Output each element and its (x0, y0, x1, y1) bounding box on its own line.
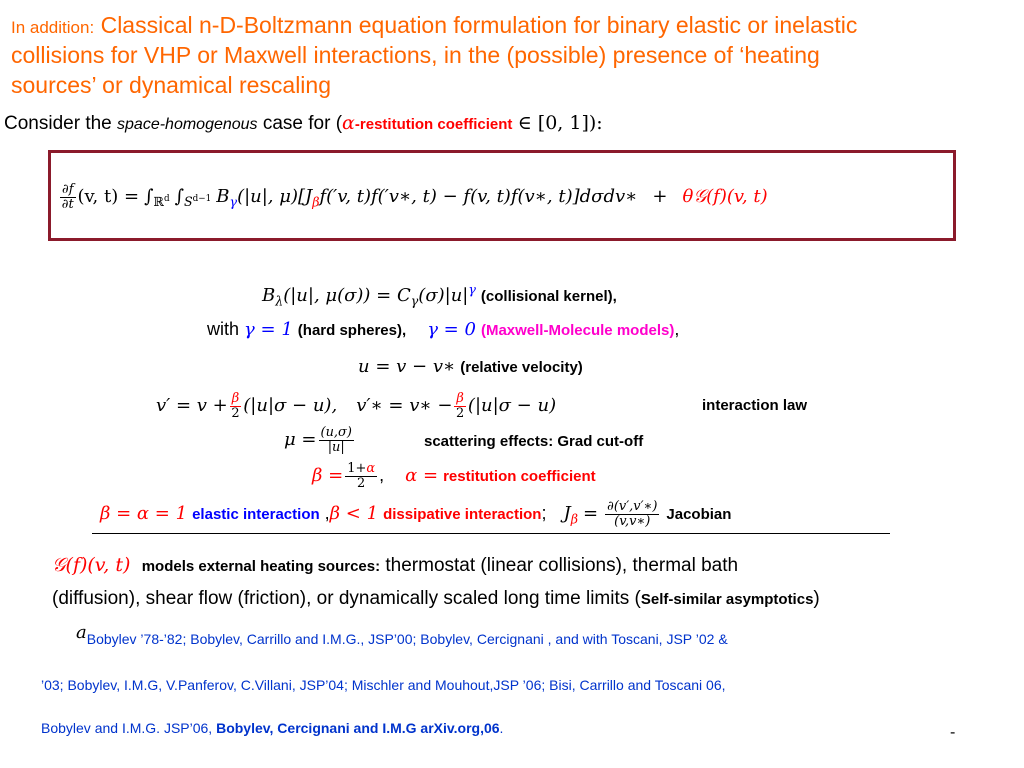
elastic-line: β = α = 1 elastic interaction ,β < 1 dissipative interaction; $J_\beta$ = $\frac{\partial(v',v'∗)}{(v,v∗)}$ Jacobian (100, 499, 732, 529)
relative-velocity-line: u = v − v∗ (relative velocity) (358, 356, 583, 377)
consider-mid: case for ( (262, 113, 343, 134)
kernel-args: (|u|, μ)[J (237, 185, 313, 207)
header-prefix: In addition: (11, 18, 95, 37)
elastic-label: elastic interaction (192, 505, 320, 523)
jacobian-label: Jacobian (666, 505, 732, 523)
interaction-law-label: interaction law (702, 397, 808, 414)
dissipative-label: dissipative interaction (383, 505, 542, 523)
consider-line (4, 112, 603, 135)
lhs-args: (v, t) = (77, 185, 140, 207)
plus-sign: + (652, 185, 668, 207)
kernel-label: (collisional kernel), (480, 288, 617, 305)
consider-italic: space-homogenous (117, 116, 258, 133)
maxwell-label: (Maxwell-Molecule models) (480, 322, 675, 339)
references-line-2: ’03; Bobylev, I.M.G, V.Panferov, C.Villani, JSP’04; Mischler and Mouhout,JSP ’06; Bisi, Carrillo and Toscani 06, (41, 677, 726, 693)
heating-line-2: (diffusion), shear flow (friction), or dynamically scaled long time limits (Self-similar asymptotics) (52, 588, 820, 609)
consider-pre: Consider the (4, 113, 112, 134)
beta-line: β = $\frac{1+\alpha}{2}$ , α = restitution coefficient (312, 461, 596, 491)
footer-mark: - (950, 724, 956, 741)
consider-post: ∈ [0, 1]): (517, 112, 603, 134)
with-gamma-line: with γ = 1 (hard spheres), γ = 0 (Maxwell-Molecule models), (207, 319, 680, 340)
restitution-label: restitution coefficient (443, 467, 596, 485)
references-line-1: $^a$Bobylev ’78-’82; Bobylev, Carrillo and I.M.G., JSP’00; Bobylev, Cercignani , and with Toscani, JSP ’02 & (76, 622, 728, 647)
kernel-line: $B_\lambda(|u|$, $\mu(\sigma)) = C_\gamma(\sigma)|u|^\gamma$ (collisional kernel), (262, 282, 617, 309)
integral-sphere: $\int_{S^{d-1}}$ (174, 185, 212, 210)
boltzmann-equation (58, 183, 768, 214)
grad-cutoff-label: scattering effects: Grad cut-off (424, 433, 644, 450)
interaction-law-line: v′ = v + $\frac{\beta}{2}$ (|u|σ − u), v′∗ = v∗ − $\frac{\beta}{2}$ (|u|σ − u) (156, 391, 557, 421)
consider-alpha: α (342, 112, 355, 134)
references-line-3: Bobylev and I.M.G. JSP’06, Bobylev, Cercignani and I.M.G arXiv.org,06. (41, 720, 504, 736)
lhs-fraction: $\frac{\partial f}{\partial t}$ (61, 182, 74, 212)
header-line-3: sources’ or dynamical rescaling (11, 72, 332, 98)
heating-line-1: 𝒢(f)(v, t) models external heating sources: thermostat (linear collisions), thermal bath (52, 554, 739, 576)
hard-spheres-label: (hard spheres), (297, 322, 407, 339)
header-line-2: collisions for VHP or Maxwell interactions, in the (possible) presence of ‘heating (11, 42, 820, 68)
integral-rd: $\int_{ℝ^d}$ (144, 185, 170, 210)
header-title-1: Classical n-D-Boltzmann equation formulation for binary elastic or inelastic (100, 12, 858, 38)
reference-superscript: a (76, 622, 87, 643)
jacobian-beta: β (312, 194, 320, 210)
section-divider (92, 533, 890, 534)
kernel-gamma: γ (229, 194, 238, 210)
header-line-1 (11, 12, 857, 39)
kernel-B: B (216, 185, 230, 207)
mu-line: μ = $\frac{(u,\sigma)}{|u|}$ (284, 425, 352, 455)
heating-operator: 𝒢(f)(v, t) (52, 554, 131, 576)
gain-loss-term: f(′v, t)f(′v∗, t) − f(v, t)f(v∗, t)]dσdv∗ (319, 185, 638, 207)
consider-restitution: -restitution coefficient (354, 116, 513, 133)
source-term: θ𝒢(f)(v, t) (682, 185, 768, 207)
